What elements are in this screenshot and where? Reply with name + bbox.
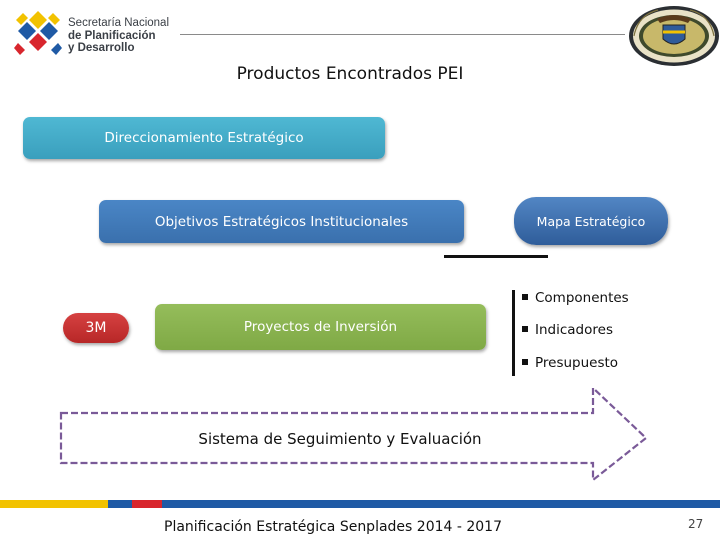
slide-title: Productos Encontrados PEI (236, 64, 464, 84)
footer-band-yellow (0, 500, 108, 508)
institution-seal-icon (628, 5, 720, 67)
bullet-presupuesto-label: Presupuesto (535, 355, 619, 371)
logo-mark-icon (14, 10, 62, 56)
proyectos-label: Proyectos de Inversión (243, 319, 398, 335)
page-number: 27 (688, 517, 704, 531)
mapa-estrategico-box (514, 197, 668, 245)
logo-line-1: Secretaría Nacional (68, 17, 169, 29)
bullet-componentes-label: Componentes (535, 290, 629, 306)
footer-caption: Planificación Estratégica Senplades 2014 - 2017 (164, 519, 502, 535)
bullet-indicadores-label: Indicadores (535, 322, 613, 338)
logo-line-3: y Desarrollo (68, 42, 135, 54)
objetivos-box (99, 200, 464, 243)
sistema-label: Sistema de Seguimiento y Evaluación (198, 430, 482, 448)
badge-3m (63, 313, 129, 343)
footer-band-blue-left (108, 500, 132, 508)
connector-horizontal-bar (444, 255, 548, 258)
mapa-estrategico-label: Mapa Estratégico (536, 213, 646, 229)
footer-band-red (132, 500, 162, 508)
footer-band-blue (162, 500, 720, 508)
direccionamiento-box (23, 117, 385, 159)
bullet-square-icon (522, 359, 528, 365)
bullet-square-icon (522, 326, 528, 332)
connector-vertical-bar (512, 290, 515, 376)
logo-line-2: de Planificación (68, 29, 156, 42)
direccionamiento-label: Direccionamiento Estratégico (104, 130, 304, 146)
objetivos-label: Objetivos Estratégicos Institucionales (154, 213, 409, 230)
badge-3m-label: 3M (85, 320, 107, 336)
bullet-presupuesto (522, 355, 618, 371)
bullet-indicadores (522, 322, 613, 338)
header-rule (180, 34, 625, 35)
bullet-square-icon (522, 294, 528, 300)
proyectos-box (155, 304, 486, 350)
senplades-logo (14, 8, 184, 58)
logo-wordmark (68, 17, 169, 55)
bullet-componentes (522, 290, 629, 306)
